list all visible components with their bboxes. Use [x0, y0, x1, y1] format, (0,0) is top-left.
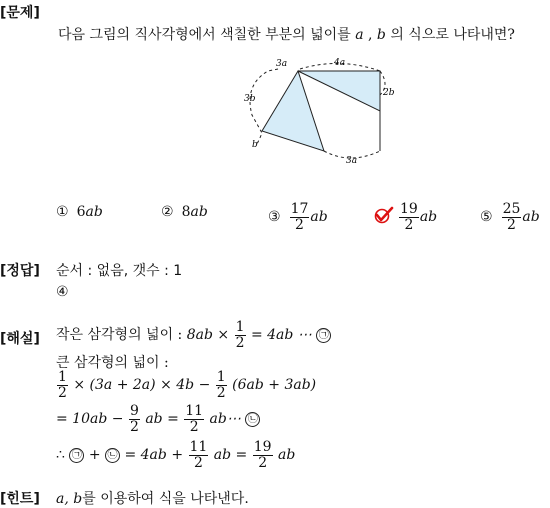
denominator: 2: [129, 418, 139, 435]
choice-5[interactable]: [480, 202, 540, 232]
fig-label-3a-bottom: 3a: [346, 156, 358, 165]
numerator: 1: [58, 369, 67, 385]
hint-vars: a, b: [56, 491, 83, 507]
answer-tag: [정답]: [0, 263, 40, 279]
mark-circle-2: ㉡: [105, 448, 120, 463]
choice-num: ①: [56, 204, 69, 220]
choice-3[interactable]: [268, 202, 328, 232]
fraction: [216, 370, 227, 400]
choice-var: ab: [85, 204, 103, 220]
choice-4[interactable]: [374, 202, 437, 232]
shaded-triangle-left: [262, 71, 324, 151]
hint-tag: [힌트]: [0, 491, 40, 507]
choice-var: ab: [419, 209, 438, 226]
fraction: [235, 320, 246, 350]
choice-num: ②: [161, 204, 174, 220]
expr: ab⋯: [209, 411, 241, 428]
choice-num: ⑤: [480, 209, 493, 226]
explain-line-5: [56, 440, 295, 470]
fraction: [57, 370, 68, 400]
fig-label-4a: 4a: [334, 58, 346, 68]
expr: × (3a + 2a) × 4b −: [73, 377, 211, 394]
problem-tag: [문제]: [0, 5, 40, 21]
denominator: 2: [189, 418, 199, 435]
hint-rest: 를 이용하여 식을 나타낸다.: [82, 491, 249, 507]
choice-fraction: [502, 202, 522, 232]
choice-fraction: [399, 202, 419, 232]
comma: ,: [368, 27, 373, 43]
therefore-symbol: ∴: [56, 447, 65, 464]
choice-coef: 8: [181, 204, 191, 220]
question-post: 의 식으로 나타내면?: [390, 27, 515, 43]
fraction: [184, 404, 204, 434]
explain-line-2: 큰 삼각형의 넓이 :: [56, 355, 169, 371]
fraction: [189, 440, 209, 470]
question-text: [58, 24, 515, 44]
fig-label-3b: 3b: [244, 94, 256, 104]
expr: 8ab ×: [186, 327, 230, 344]
explain-line-4: [56, 404, 260, 434]
numerator: 1: [216, 369, 226, 385]
explain-tag: [해설]: [0, 331, 40, 347]
mark-circle-1: ㉠: [69, 448, 84, 463]
expr: ab =: [213, 447, 248, 464]
mark-circle-2: ㉡: [245, 412, 260, 427]
fraction: [253, 440, 273, 470]
numerator: 19: [400, 201, 418, 217]
denominator: 2: [58, 384, 67, 401]
mark-circle-1: ㉠: [316, 328, 331, 343]
numerator: 9: [129, 403, 139, 419]
fig-label-3a-top: 3a: [276, 59, 288, 69]
numerator: 11: [189, 439, 208, 455]
denominator: 2: [193, 454, 203, 471]
denominator: 2: [216, 384, 226, 401]
fig-label-2b: 2b: [383, 88, 395, 98]
denominator: 2: [404, 216, 414, 233]
plus: +: [88, 447, 101, 464]
question-pre: 다음 그림의 직사각형에서 색칠한 부분의 넓이를: [58, 27, 351, 43]
choice-var: ab: [522, 209, 540, 226]
choice-coef: 6: [76, 204, 86, 220]
var-a: a: [355, 27, 364, 43]
rectangle-figure: [240, 55, 410, 165]
expr: = 10ab −: [56, 411, 124, 428]
numerator: 19: [253, 439, 272, 455]
numerator: 1: [235, 319, 245, 335]
expr: ab: [278, 447, 296, 464]
answer-meta: 순서 : 없음, 갯수 : 1: [56, 263, 183, 279]
expr: = 4ab ⋯: [250, 327, 312, 344]
small-label: 작은 삼각형의 넓이 :: [56, 327, 183, 344]
answer-value: ④: [56, 284, 69, 300]
explain-line-3: [56, 370, 316, 400]
checkmark-icon: [374, 206, 394, 228]
numerator: 25: [502, 201, 521, 217]
choice-var: ab: [190, 204, 208, 220]
choice-var: ab: [310, 209, 328, 226]
denominator: 2: [258, 454, 268, 471]
denominator: 2: [295, 216, 304, 233]
denominator: 2: [507, 216, 516, 233]
expr: = 4ab +: [124, 447, 184, 464]
expr: ab =: [145, 411, 179, 428]
fraction: [129, 404, 140, 434]
numerator: 11: [185, 403, 204, 419]
explain-line-1: [56, 320, 331, 350]
denominator: 2: [235, 334, 245, 351]
choice-fraction: [290, 202, 310, 232]
choice-2[interactable]: [161, 204, 208, 220]
choice-num: ③: [268, 209, 281, 226]
expr: (6ab + 3ab): [232, 377, 317, 394]
hint-text: [56, 488, 249, 508]
numerator: 17: [290, 201, 309, 217]
choice-1[interactable]: [56, 204, 103, 220]
shaded-triangle-right: [298, 71, 380, 111]
fig-label-b: b: [252, 140, 258, 150]
var-b: b: [376, 27, 386, 43]
